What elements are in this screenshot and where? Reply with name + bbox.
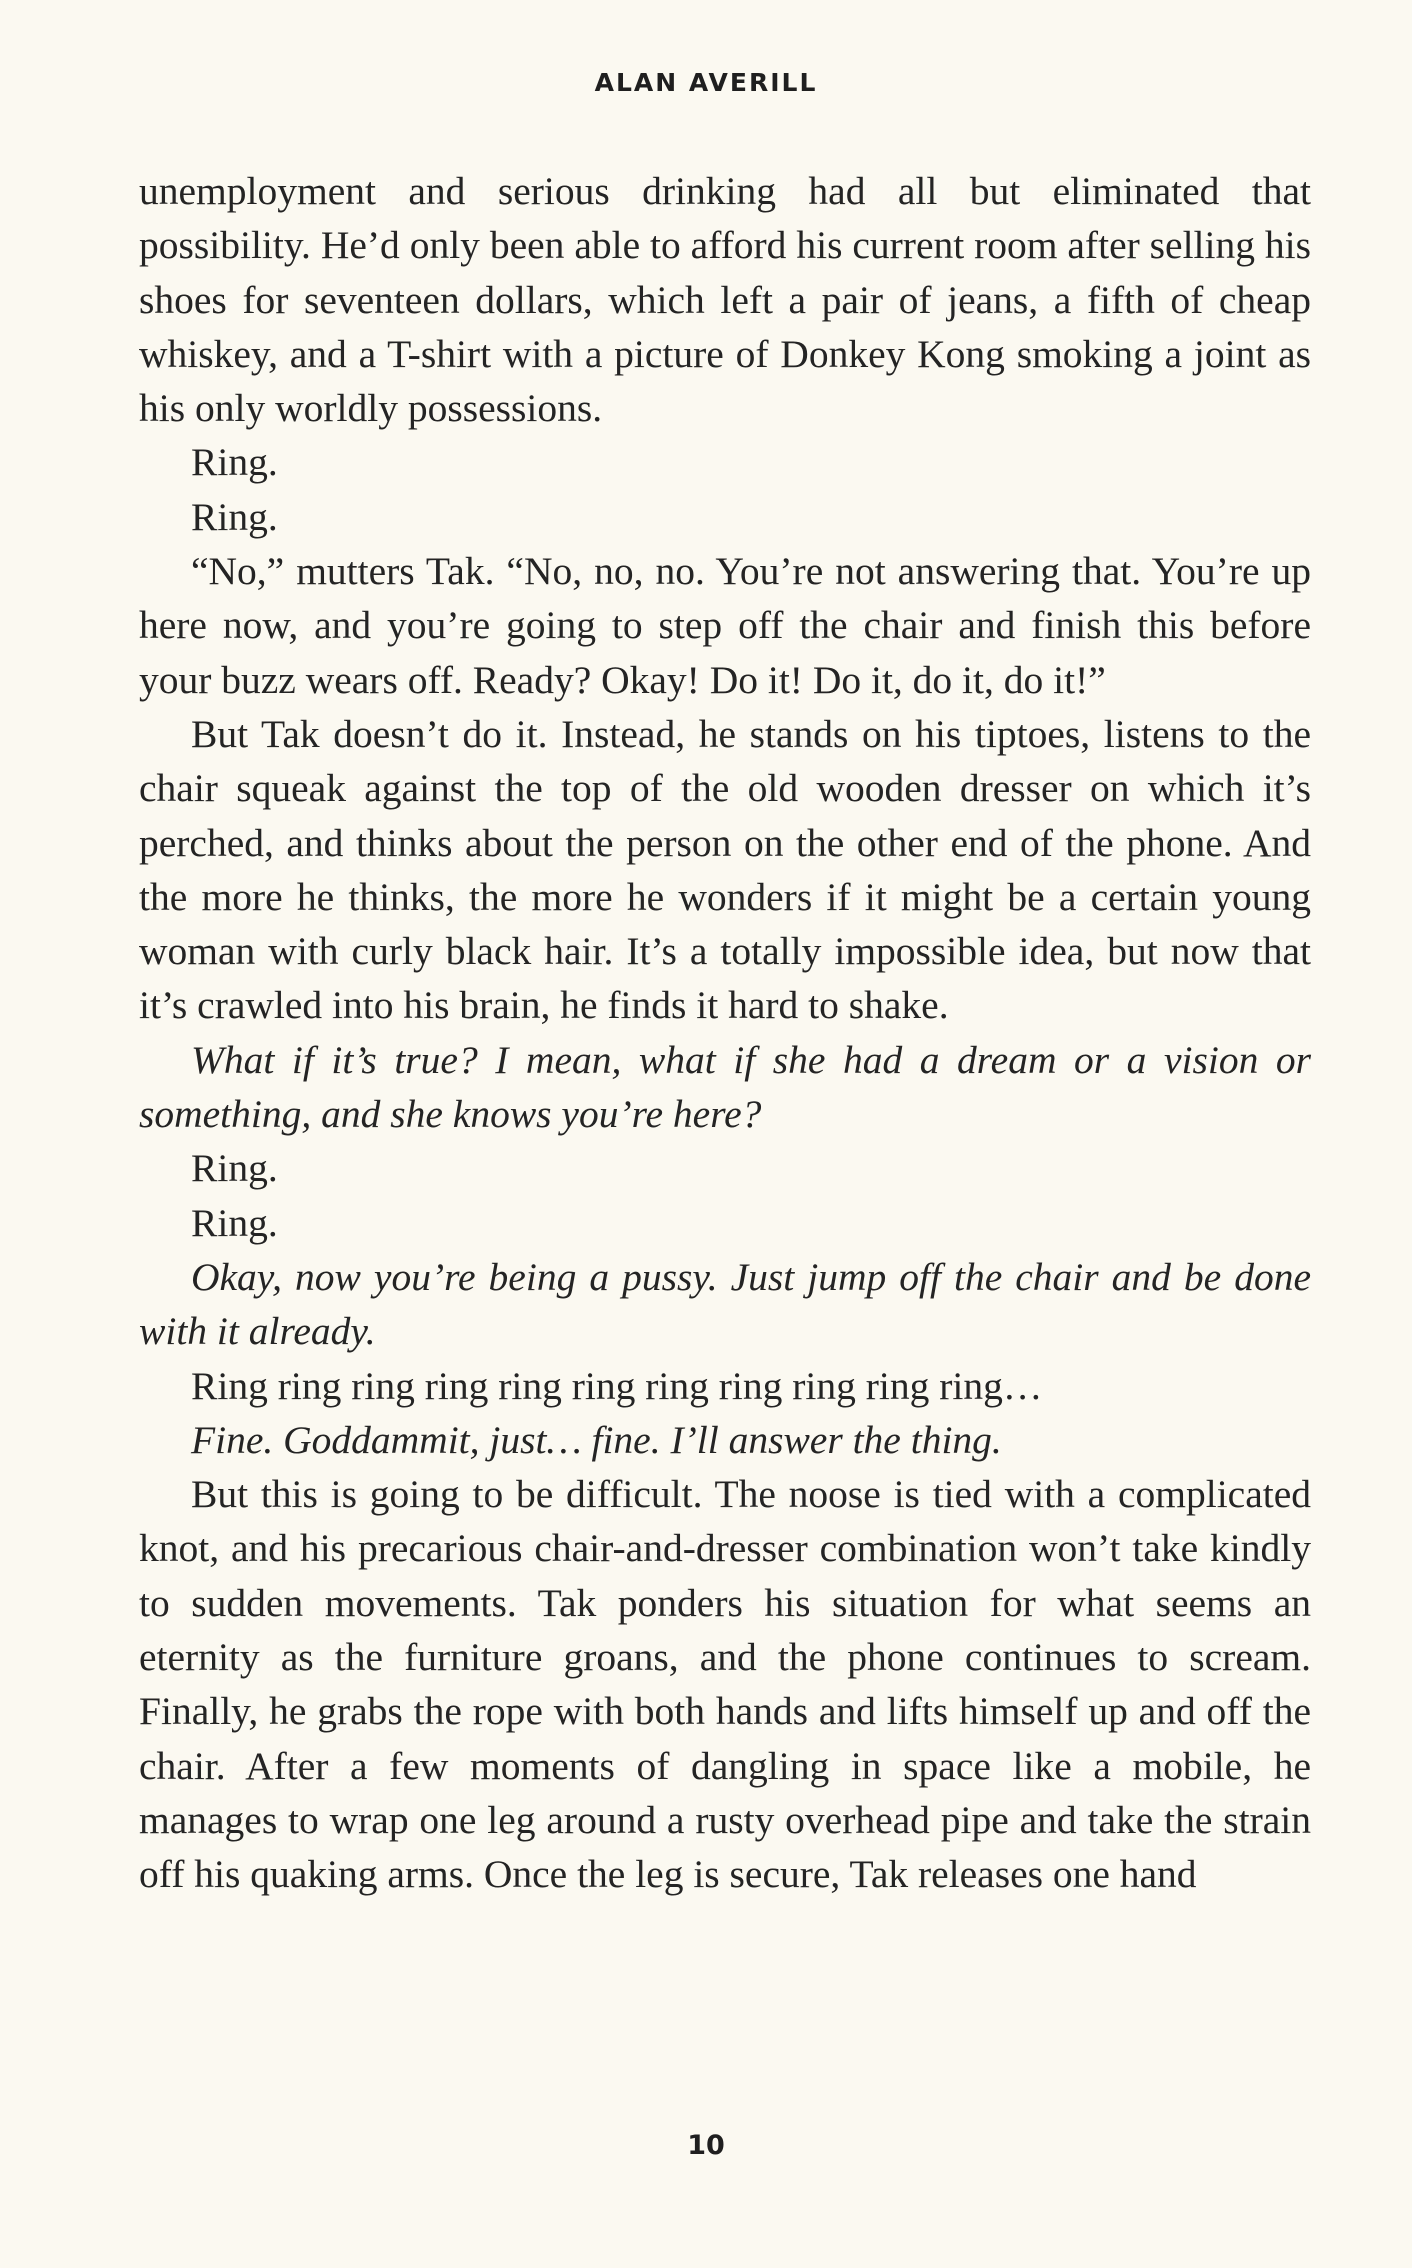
- paragraph: Ring.: [191, 494, 278, 539]
- body-text: [139, 164, 1311, 1902]
- paragraph: “No,” mutters Tak. “No, no, no. You’re not answering that. You’re up here now, and you’re going to step off the chair and finish this before your buzz wears off. Ready? Okay! Do it! Do it, do it, do it!”: [139, 549, 1311, 702]
- paragraph: Ring ring ring ring ring ring ring ring ring ring ring…: [191, 1363, 1043, 1408]
- paragraph: But Tak doesn’t do it. Instead, he stands on his tiptoes, listens to the chair squeak against the top of the old wooden dresser on which it’s perched, and thinks about the person on the other end of the phone. And the more he thinks, the more he wonders if it might be a certain young woman with curly black hair. It’s a totally impossible idea, but now that it’s crawled into his brain, he finds it hard to shake.: [139, 711, 1311, 1028]
- paragraph: Ring.: [191, 1146, 278, 1191]
- paragraph: unemployment and serious drinking had all but eliminated that possibility. He’d only been able to afford his current room after selling his shoes for seventeen dollars, which left a pair of jeans, a fifth of cheap whiskey, and a T-shirt with a picture of Donkey Kong smoking a joint as his only worldly possessions.: [139, 169, 1311, 431]
- running-head: ALAN AVERILL: [594, 68, 818, 97]
- italic-paragraph: Okay, now you’re being a pussy. Just jump off the chair and be done with it already.: [139, 1254, 1311, 1354]
- italic-paragraph: Fine. Goddammit, just… fine. I’ll answer the thing.: [191, 1417, 1002, 1462]
- paragraph: Ring.: [191, 1200, 278, 1245]
- paragraph: But this is going to be difficult. The noose is tied with a complicated knot, and his precarious chair-and-dresser combination won’t take kindly to sudden movements. Tak ponders his situation for what seems an eternity as the furniture groans, and the phone continues to scream. Finally, he grabs the rope with both hands and lifts himself up and off the chair. After a few moments of dangling in space like a mobile, he manages to wrap one leg around a rusty overhead pipe and take the strain off his quaking arms. Once the leg is secure, Tak releases one hand: [139, 1472, 1311, 1897]
- italic-paragraph: What if it’s true? I mean, what if she had a dream or a vision or something, and she knows you’re here?: [139, 1037, 1311, 1137]
- paragraph: Ring.: [191, 440, 278, 485]
- page-number: 10: [687, 2130, 725, 2161]
